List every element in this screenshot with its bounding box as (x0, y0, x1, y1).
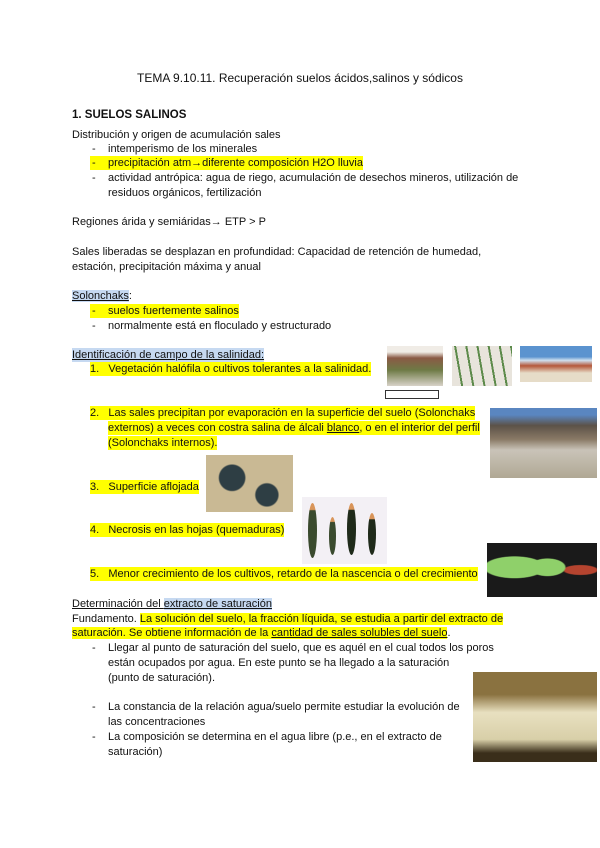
list-item: 2. Las sales precipitan por evaporación en la superficie del suelo (Solonchaks (90, 407, 476, 419)
salt-flat-photo (490, 408, 597, 478)
section-heading: 1. SUELOS SALINOS (72, 109, 187, 121)
loose-surface-photo (206, 455, 293, 512)
list-item: 4. Necrosis en las hojas (quemaduras) (90, 524, 285, 536)
halophyte-photo (452, 346, 512, 386)
list-item: las concentraciones (108, 716, 206, 728)
list-item: 5. Menor crecimiento de los cultivos, retardo de la nascencia o del crecimiento (90, 568, 478, 580)
list-item: actividad antrópica: agua de riego, acumulación de desechos mineros, utilización de (108, 172, 519, 184)
bullet: - (92, 143, 96, 155)
bullet: - (92, 701, 96, 713)
list-item: saturación) (108, 746, 163, 758)
list-item: intemperismo de los minerales (108, 143, 258, 155)
list-item: La constancia de la relación agua/suelo permite estudiar la evolución de (108, 701, 460, 713)
crop-growth-photo (487, 543, 597, 597)
subheading: Determinación del extracto de saturación (72, 598, 272, 610)
bullet: - (92, 172, 96, 184)
paragraph: Distribución y origen de acumulación sales (72, 129, 281, 141)
list-item: 3. Superficie aflojada (90, 481, 199, 493)
bullet: - (90, 304, 108, 318)
list-item: (punto de saturación). (108, 672, 216, 684)
paragraph: Fundamento. La solución del suelo, la fracción líquida, se estudia a partir del extracto de (72, 613, 504, 625)
paragraph: Sales liberadas se desplazan en profundidad: Capacidad de retención de humedad, (72, 246, 482, 258)
leaf-necrosis-photo (302, 497, 387, 564)
bullet: - (92, 642, 96, 654)
list-item: están ocupados por agua. En este punto se ha llegado a la saturación (108, 657, 450, 669)
paragraph: Regiones árida y semiáridas→ ETP > P (72, 216, 266, 228)
list-item: 1. Vegetación halófila o cultivos tolerantes a la salinidad. (90, 363, 372, 375)
list-item-line: externos) a veces con costra salina de álcali blanco, o en el interior del perfil (108, 422, 480, 434)
paragraph: estación, precipitación máxima y anual (72, 261, 261, 273)
halophyte-photo (387, 346, 443, 386)
document-title: TEMA 9.10.11. Recuperación suelos ácidos,salinos y sódicos (137, 71, 463, 85)
saturation-extract-photo (473, 672, 597, 762)
list-item: normalmente está en floculado y estructurado (108, 320, 332, 332)
list-item: precipitación atm→diferente composición H2O lluvia (108, 157, 363, 169)
subheading: Solonchaks: (72, 290, 132, 302)
list-item: La composición se determina en el agua libre (p.e., en el extracto de (108, 731, 442, 743)
halophyte-photo (520, 346, 592, 382)
bullet: - (92, 320, 96, 332)
list-item: residuos orgánicos, fertilización (108, 187, 262, 199)
subheading: Identificación de campo de la salinidad: (72, 349, 265, 361)
list-item-line: (Solonchaks internos). (108, 437, 218, 449)
list-item: Llegar al punto de saturación del suelo, que es aquél en el cual todos los poros (108, 642, 494, 654)
caption-box (385, 390, 439, 399)
list-item: suelos fuertemente salinos (108, 305, 239, 317)
paragraph: saturación. Se obtiene información de la cantidad de sales solubles del suelo. (72, 627, 451, 639)
bullet: - (90, 156, 108, 170)
bullet: - (92, 731, 96, 743)
